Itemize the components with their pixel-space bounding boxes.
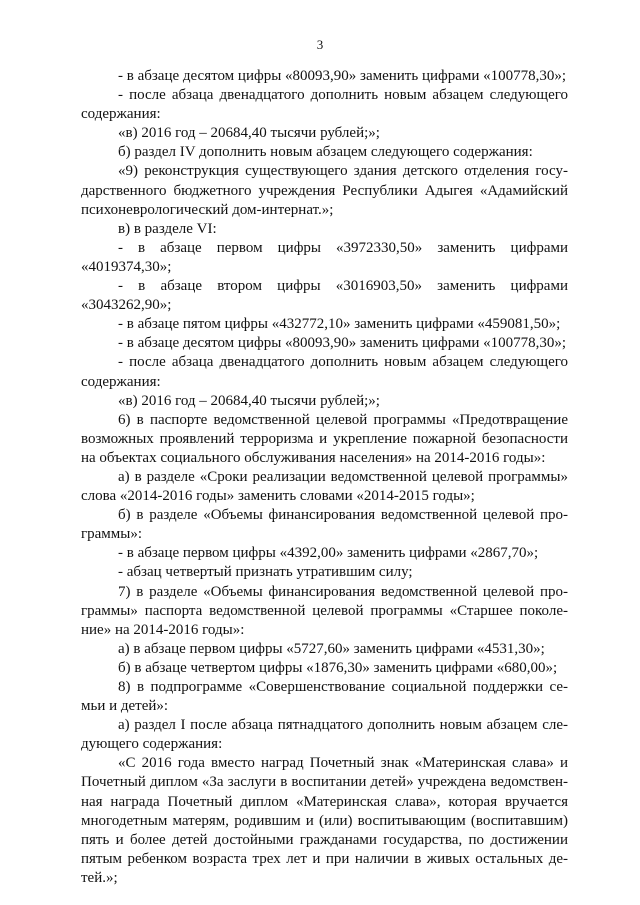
text-line: возможных проявлений терроризма и укрепление пожарной безопасности xyxy=(81,430,568,447)
text-line: - после абзаца двенадцатого дополнить новым абзацем следующего xyxy=(118,87,568,104)
text-line: «3043262,90»; xyxy=(81,297,172,314)
text-line: - в абзаце первом цифры «3972330,50» заменить цифрами xyxy=(118,239,568,256)
text-line: - абзац четвертый признать утратившим силу; xyxy=(118,564,413,581)
text-line: 6) в паспорте ведомственной целевой программы «Предотвращение xyxy=(118,411,568,428)
text-line: ная награда Почетный диплом «Материнская слава», которая вручается xyxy=(81,793,568,810)
text-line: - в абзаце пятом цифры «432772,10» заменить цифрами «459081,50»; xyxy=(118,316,561,333)
text-line: 7) в разделе «Объемы финансирования ведомственной целевой про- xyxy=(118,583,568,600)
text-line: б) раздел IV дополнить новым абзацем следующего содержания: xyxy=(118,144,533,161)
text-line: содержания: xyxy=(81,373,161,390)
text-line: «С 2016 года вместо наград Почетный знак «Материнская слава» и xyxy=(118,755,568,772)
text-line: - в абзаце первом цифры «4392,00» заменить цифрами «2867,70»; xyxy=(118,545,539,562)
text-line: слова «2014-2016 годы» заменить словами «2014-2015 годы»; xyxy=(81,488,475,505)
text-line: «9) реконструкция существующего здания детского отделения госу- xyxy=(118,163,568,180)
text-line: психоневрологический дом-интернат.»; xyxy=(81,201,334,218)
text-line: а) в абзаце первом цифры «5727,60» заменить цифрами «4531,30»; xyxy=(118,640,545,657)
text-line: а) в разделе «Сроки реализации ведомственной целевой программы» xyxy=(118,468,568,485)
text-line: тей.»; xyxy=(81,869,118,886)
text-line: «в) 2016 год – 20684,40 тысячи рублей;»; xyxy=(118,125,380,142)
document-body xyxy=(81,67,568,888)
text-line: граммы»: xyxy=(81,526,143,543)
text-line: 8) в подпрограмме «Совершенствование социальной поддержки се- xyxy=(118,679,568,695)
text-line: - в абзаце десятом цифры «80093,90» заменить цифрами «100778,30»; xyxy=(118,335,567,352)
text-line: на объектах социального обслуживания населения» на 2014-2016 годы»: xyxy=(81,449,546,466)
text-line: «в) 2016 год – 20684,40 тысячи рублей;»; xyxy=(118,392,380,409)
text-line: граммы» паспорта ведомственной целевой программы «Старшее поколе- xyxy=(81,602,568,619)
text-line: ние» на 2014-2016 годы»: xyxy=(81,621,245,638)
text-line: содержания: xyxy=(81,106,161,123)
text-line: а) раздел I после абзаца пятнадцатого дополнить новым абзацем сле- xyxy=(118,717,568,734)
text-line: пять и более детей достойными гражданами государства, по достижении xyxy=(81,831,568,848)
text-line: - в абзаце десятом цифры «80093,90» заменить цифрами «100778,30»; xyxy=(118,68,567,84)
text-line: в) в разделе VI: xyxy=(118,220,217,237)
text-line: мьи и детей»: xyxy=(81,698,169,715)
text-line: - в абзаце втором цифры «3016903,50» заменить цифрами xyxy=(118,278,568,295)
text-line: «4019374,30»; xyxy=(81,258,172,275)
text-line: дарственного бюджетного учреждения Республики Адыгея «Адамийский xyxy=(81,182,568,199)
text-line: многодетным матерям, родившим и (или) воспитывающим (воспитавшим) xyxy=(81,812,568,829)
text-line: Почетный диплом «За заслуги в воспитании детей» учреждена ведомствен- xyxy=(81,774,568,791)
page-number: 3 xyxy=(316,37,324,52)
text-line: дующего содержания: xyxy=(81,736,223,753)
text-line: - после абзаца двенадцатого дополнить новым абзацем следующего xyxy=(118,354,568,371)
text-line: б) в разделе «Объемы финансирования ведомственной целевой про- xyxy=(118,507,568,524)
text-line: б) в абзаце четвертом цифры «1876,30» заменить цифрами «680,00»; xyxy=(118,659,558,676)
text-line: пятым ребенком возраста трех лет и при наличии в живых остальных де- xyxy=(81,850,568,867)
